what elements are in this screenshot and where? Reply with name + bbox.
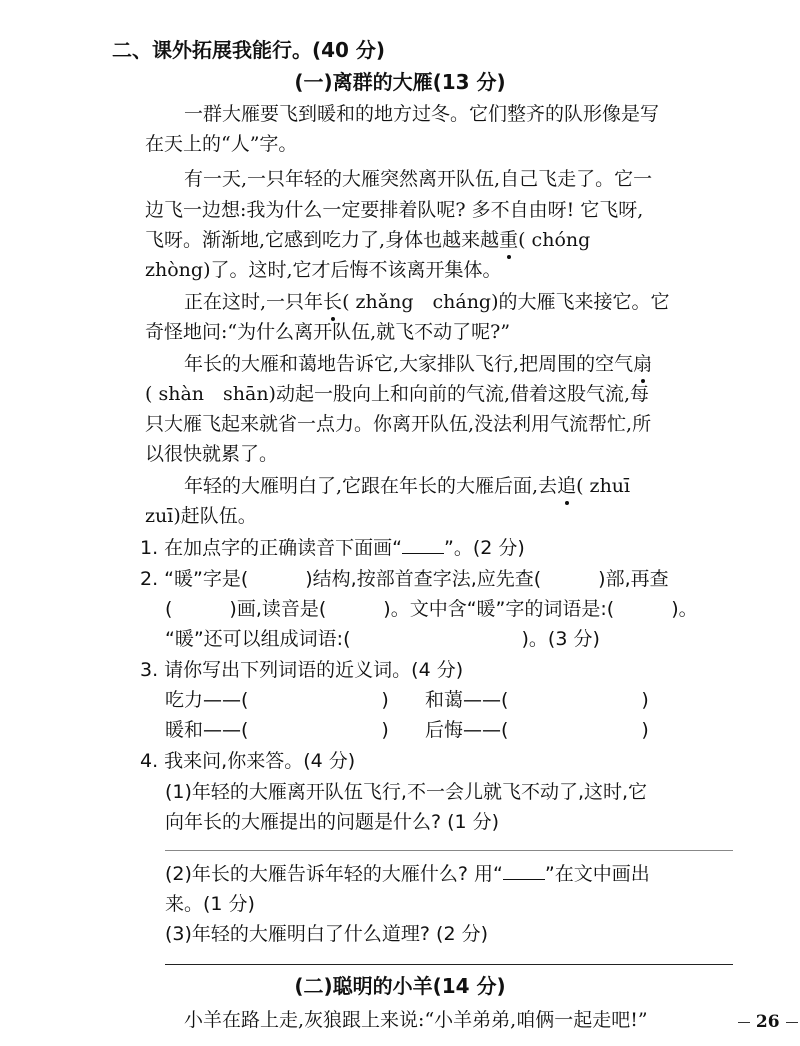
question-2-line: ( )画,读音是( )。文中含“暖”字的词语是:( )。	[165, 598, 698, 620]
passage1-line: zuī)赶队伍。	[145, 505, 257, 527]
pinyin-option: ( chóng	[518, 229, 591, 251]
dotted-character: 扇	[633, 350, 652, 378]
question-4-3-line: (3)年轻的大雁明白了什么道理? (2 分)	[165, 923, 488, 945]
page-number-dash	[738, 1022, 750, 1023]
question-text: ”在文中画出	[544, 863, 650, 885]
passage1-line: 有一天,一只年轻的大雁突然离开队伍,自己飞走了。它一	[184, 168, 653, 190]
passage2-title: (二)聪明的小羊(14 分)	[294, 974, 506, 998]
passage1-line: 奇怪地问:“为什么离开队伍,就飞不动了呢?”	[145, 321, 511, 343]
text-segment: 正在这时,一只年	[184, 291, 324, 313]
question-2-line: “暖”还可以组成词语:( )。(3 分)	[165, 628, 600, 650]
dotted-character: 长	[323, 288, 342, 316]
question-4: 4. 我来问,你来答。(4 分)	[140, 750, 356, 772]
question-text: ”。(2 分)	[444, 537, 525, 559]
passage1-line: 以很快就累了。	[145, 443, 279, 465]
passage2-line: 小羊在路上走,灰狼跟上来说:“小羊弟弟,咱俩一起走吧!”	[184, 1009, 648, 1031]
text-segment: 年长的大雁和蔼地告诉它,大家排队飞行,把周围的空气	[184, 353, 634, 375]
underline-blank	[402, 539, 444, 554]
section-heading: 二、课外拓展我能行。(40 分)	[112, 38, 386, 62]
dotted-character: 追	[557, 472, 576, 500]
question-4-1-line: 向年长的大雁提出的问题是什么? (1 分)	[165, 811, 500, 833]
page-number-value: 26	[755, 1012, 780, 1032]
passage1-line	[184, 472, 630, 500]
question-3: 3. 请你写出下列词语的近义词。(4 分)	[140, 659, 464, 681]
question-text: (2)年长的大雁告诉年轻的大雁什么? 用“	[165, 863, 503, 885]
question-4-2-line	[165, 860, 650, 888]
pinyin-option: ( zhǎng cháng)的大雁飞来接它。它	[342, 291, 670, 313]
passage1-title: (一)离群的大雁(13 分)	[294, 70, 506, 94]
passage1-line: 只大雁飞起来就省一点力。你离开队伍,没法利用气流帮忙,所	[145, 413, 652, 435]
passage1-line: 边飞一边想:我为什么一定要排着队呢? 多不自由呀! 它飞呀,	[145, 199, 644, 221]
page-number-dash	[786, 1022, 798, 1023]
page-number	[738, 1010, 800, 1034]
passage1-line: 一群大雁要飞到暖和的地方过冬。它们整齐的队形像是写	[184, 103, 660, 125]
question-4-1-line: (1)年轻的大雁离开队伍飞行,不一会儿就飞不动了,这时,它	[165, 781, 648, 803]
pinyin-option: ( zhuī	[576, 475, 631, 497]
answer-line	[165, 964, 733, 965]
question-text: 1. 在加点字的正确读音下面画“	[140, 537, 403, 559]
text-segment: 年轻的大雁明白了,它跟在年长的大雁后面,去	[184, 475, 558, 497]
synonym-item: 后悔——( )	[425, 719, 649, 741]
synonym-item: 暖和——( )	[165, 719, 389, 741]
question-4-2-line: 来。(1 分)	[165, 893, 255, 915]
synonym-item: 吃力——( )	[165, 689, 389, 711]
passage1-line	[145, 226, 590, 254]
synonym-item: 和蔼——( )	[425, 689, 649, 711]
dotted-character: 重	[499, 226, 518, 254]
answer-line	[165, 850, 733, 851]
underline-blank	[503, 865, 545, 880]
passage1-line: zhòng)了。这时,它才后悔不该离开集体。	[145, 259, 502, 281]
question-1	[140, 534, 525, 562]
text-segment: 飞呀。渐渐地,它感到吃力了,身体也越来越	[145, 229, 500, 251]
passage1-line	[184, 350, 652, 378]
passage1-line: ( shàn shān)动起一股向上和向前的气流,借着这股气流,每	[145, 383, 650, 405]
passage1-line	[184, 288, 670, 316]
question-2-line: 2. “暖”字是( )结构,按部首查字法,应先查( )部,再查	[140, 568, 669, 590]
passage1-line: 在天上的“人”字。	[145, 133, 298, 155]
